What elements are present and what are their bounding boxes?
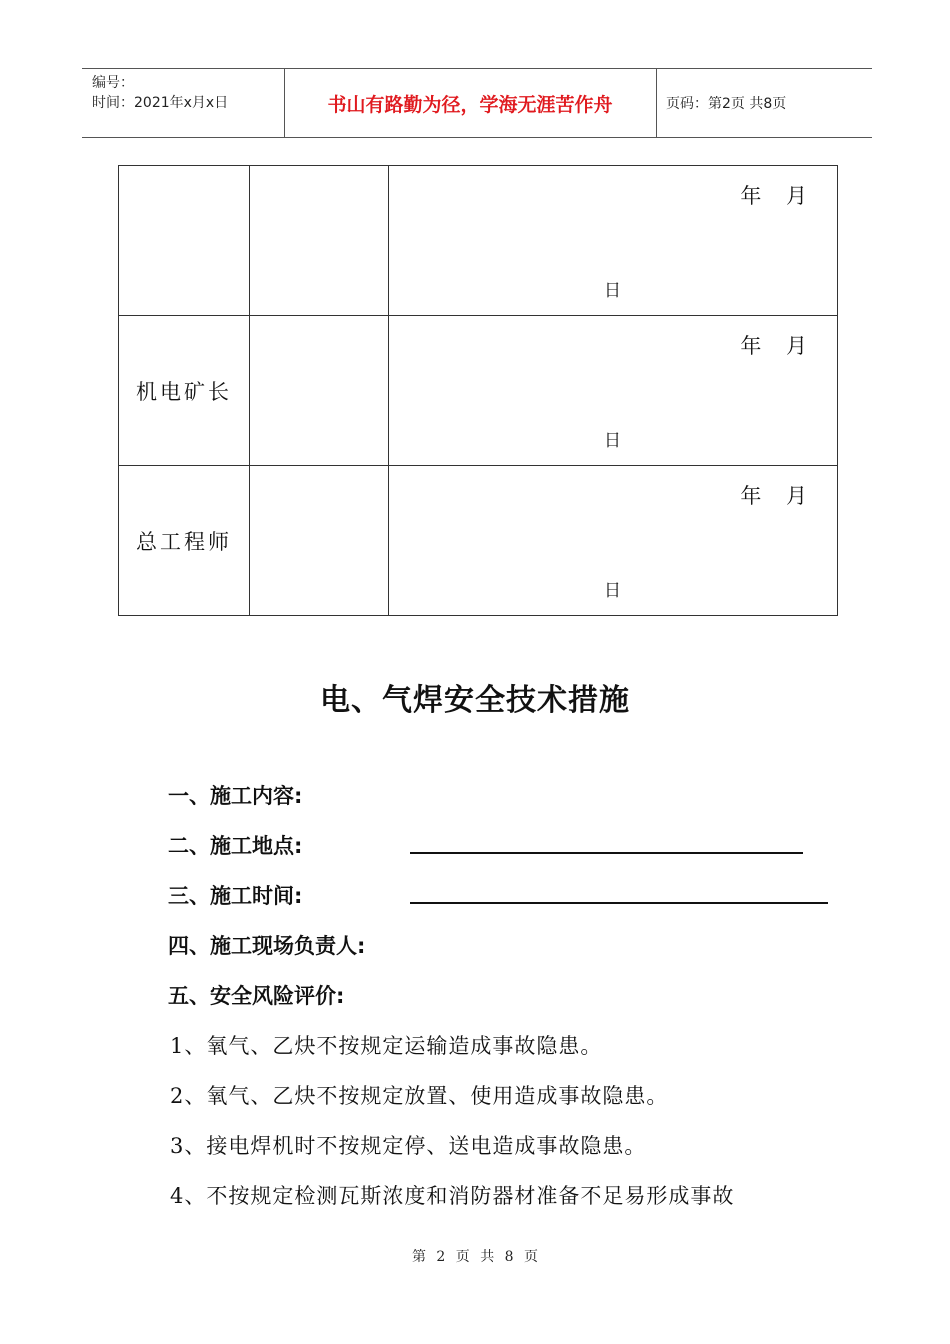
code-label: 编号： [92, 75, 134, 91]
signature-cell [250, 316, 389, 466]
date-year-month: 年 月 [740, 184, 807, 208]
section-risk: 五、安全风险评价: [168, 984, 345, 1008]
section-supervisor: 四、施工现场负责人: [168, 934, 366, 958]
date-day: 日 [604, 581, 621, 601]
table-row [119, 316, 838, 466]
page-header [82, 68, 872, 138]
document-title: 电、气焊安全技术措施 [320, 683, 630, 718]
risk-item: 4、不按规定检测瓦斯浓度和消防器材准备不足易形成事故 [170, 1184, 735, 1208]
date-cell [389, 466, 838, 616]
risk-item: 2、氧气、乙炔不按规定放置、使用造成事故隐患。 [170, 1084, 669, 1108]
date-day: 日 [604, 281, 621, 301]
role-cell: 总工程师 [119, 466, 250, 616]
date-year-month: 年 月 [740, 334, 807, 358]
signature-cell [250, 466, 389, 616]
role-cell [119, 166, 250, 316]
date-year-month: 年 月 [740, 484, 807, 508]
section-time: 三、施工时间: [168, 884, 303, 908]
table-row [119, 166, 838, 316]
page-footer: 第 2 页 共 8 页 [411, 1249, 539, 1265]
table-row [119, 466, 838, 616]
risk-item: 3、接电焊机时不按规定停、送电造成事故隐患。 [170, 1134, 647, 1158]
location-underline [410, 852, 803, 854]
date-cell [389, 166, 838, 316]
time-label: 时间：2021年x月x日 [92, 95, 229, 111]
section-content: 一、施工内容: [168, 784, 303, 808]
section-location: 二、施工地点: [168, 834, 303, 858]
header-meta [92, 73, 228, 113]
header-page-info: 页码：第2页 共8页 [666, 96, 787, 112]
header-motto: 书山有路勤为径，学海无涯苦作舟 [327, 93, 613, 116]
header-divider [656, 69, 657, 137]
role-cell: 机电矿长 [119, 316, 250, 466]
signature-cell [250, 166, 389, 316]
time-underline [410, 902, 828, 904]
risk-item: 1、氧气、乙炔不按规定运输造成事故隐患。 [170, 1034, 603, 1058]
signature-table [118, 165, 838, 616]
date-day: 日 [604, 431, 621, 451]
date-cell [389, 316, 838, 466]
